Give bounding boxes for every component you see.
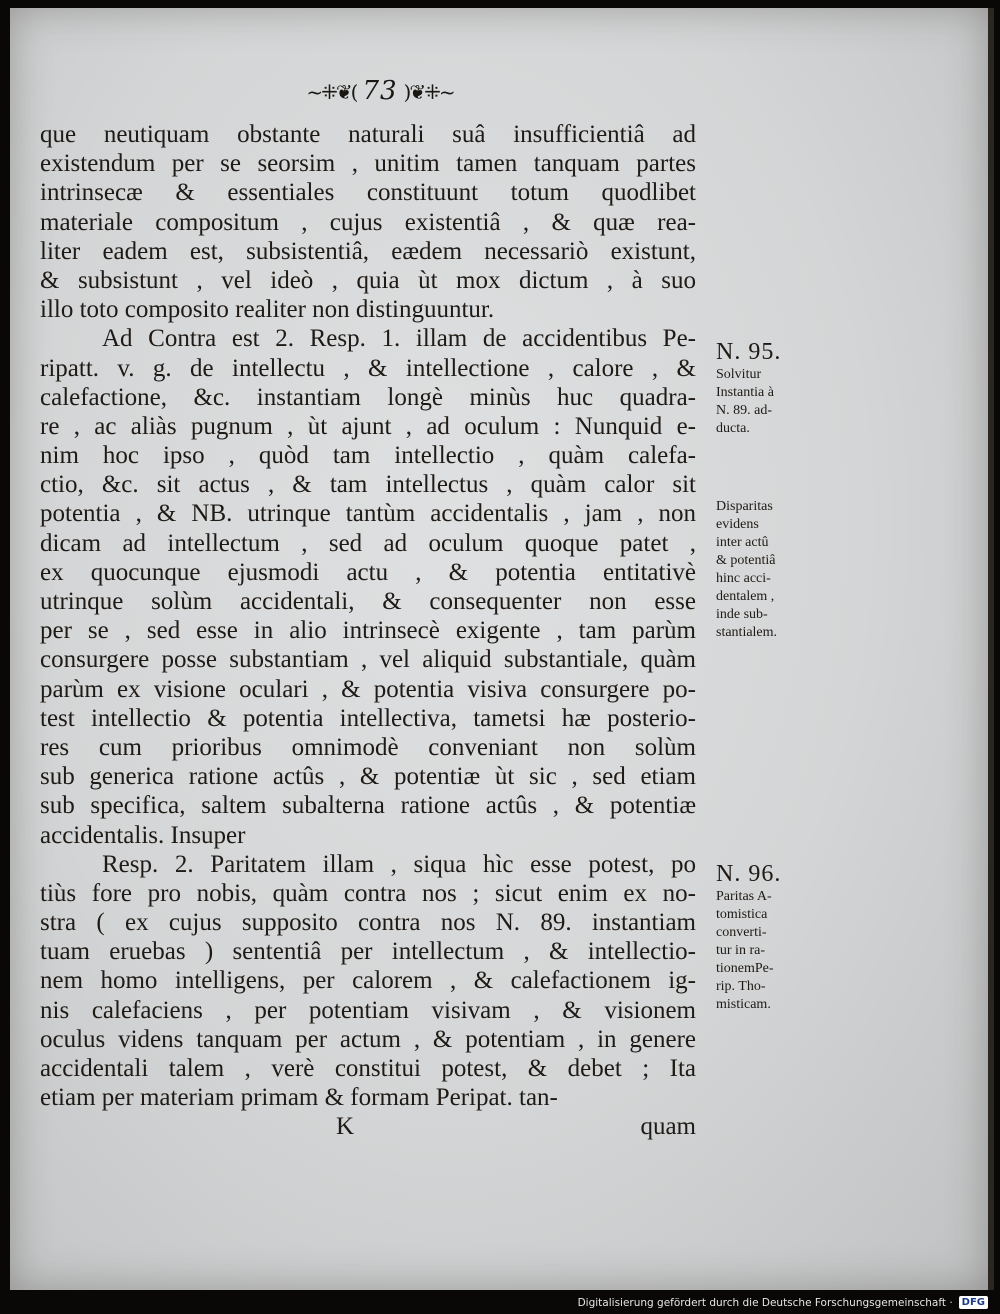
text-line: sub specifica, saltem subalterna ratione actûs , & potentiæ <box>40 792 696 820</box>
text-line: utrinque solùm accidentali, & consequenter non esse <box>40 588 696 615</box>
margin-note-line: tionemPe- <box>716 961 774 976</box>
margin-note-line: evidens <box>716 517 759 532</box>
text-line: potentia , & NB. utrinque tantùm accidentalis , jam , non <box>40 500 696 528</box>
dfg-logo: DFG <box>959 1296 988 1309</box>
margin-note-line: inde sub- <box>716 607 768 622</box>
text-line: accidentalis. Insuper <box>40 821 246 849</box>
text-line: re , ac aliàs pugnum , ùt ajunt , ad oculum : Nunquid e- <box>40 412 696 440</box>
page-number: 73 <box>362 76 398 106</box>
text-line: Resp. 2. Paritatem illam , siqua hìc esse potest, po <box>102 850 696 878</box>
credit-text: Digitalisierung gefördert durch die Deutsche Forschungsgemeinschaft · <box>577 1296 953 1309</box>
text-line: consurgere posse substantiam , vel aliquid substantiale, quàm <box>40 646 696 674</box>
text-line: oculus videns tanquam per actum , & potentiam , in genere <box>40 1025 696 1053</box>
margin-note-line: tur in ra- <box>716 943 765 958</box>
text-line: ctio, &c. sit actus , & tam intellectus , quàm calor sit <box>40 471 696 499</box>
margin-note-line: Solvitur <box>716 367 762 382</box>
text-line: tuam eruebas ) sententiâ per intellectum , & intellectio- <box>40 938 696 966</box>
margin-note-line: hinc acci- <box>716 571 771 586</box>
text-line: intrinsecæ & essentiales constituunt totum quodlibet <box>40 179 696 207</box>
text-line: ripatt. v. g. de intellectu , & intellectione , calore , & <box>40 354 696 382</box>
right-ornament: )❦⁜~ <box>403 80 454 104</box>
margin-note-line: ducta. <box>716 421 750 436</box>
text-line: nis calefaciens , per potentiam visivam , & visionem <box>40 996 696 1024</box>
text-line: nem homo intelligens, per calorem , & calefactionem ig- <box>40 967 696 995</box>
margin-note-heading: N. 95. <box>716 339 782 365</box>
main-text <box>40 120 696 1142</box>
text-line: materiale compositum , cujus existentiâ , & quæ rea- <box>40 208 696 236</box>
text-line: calefactione, &c. instantiam longè minùs huc quadra- <box>40 383 696 411</box>
margin-note-96 <box>716 860 802 1014</box>
text-line: etiam per materiam primam & formam Peripat. tan- <box>40 1084 558 1112</box>
text-line: per se , sed esse in alio intrinsecè exigente , tam parùm <box>40 617 696 645</box>
margin-note-line: tomistica <box>716 907 768 922</box>
text-line: res cum prioribus omnimodè conveniant non solùm <box>40 733 696 761</box>
margin-note-line: Paritas A- <box>716 889 772 904</box>
text-line: sub generica ratione actûs , & potentiæ ùt sic , sed etiam <box>40 763 696 791</box>
text-line: existendum per se seorsim , unitim tamen tanquam partes <box>40 150 696 178</box>
text-line: dicam ad intellectum , sed ad oculum quoque patet , <box>40 529 696 557</box>
text-line: parùm ex visione oculari , & potentia visiva consurgere po- <box>40 675 696 703</box>
text-line: tiùs fore pro nobis, quàm contra nos ; sicut enim ex no- <box>40 879 696 907</box>
margin-note-line: converti- <box>716 925 767 940</box>
left-ornament: ~⁜❦( <box>306 80 357 104</box>
margin-note-line: misticam. <box>716 997 771 1012</box>
text-line: test intellectio & potentia intellectiva, tametsi hæ posterio- <box>40 704 696 732</box>
signature-mark: K <box>336 1113 355 1141</box>
margin-note-line: Disparitas <box>716 499 773 514</box>
margin-note-line: dentalem , <box>716 589 775 604</box>
text-line: que neutiquam obstante naturali suâ insufficientiâ ad <box>40 121 696 148</box>
book-page <box>10 8 994 1290</box>
margin-note-line: Instantia à <box>716 385 774 400</box>
text-line: Ad Contra est 2. Resp. 1. illam de accidentibus Pe- <box>102 325 696 353</box>
text-line: accidentali talem , verè constitui potest, & debet ; Ita <box>40 1055 696 1082</box>
text-line: ex quocunque ejusmodi actu , & potentia entitativè <box>40 558 696 586</box>
digitization-credit <box>578 1296 988 1309</box>
page-header <box>10 76 750 106</box>
catchword: quam <box>640 1113 696 1141</box>
text-line: & subsistunt , vel ideò , quia ùt mox dictum , à suo <box>40 266 696 294</box>
text-line: stra ( ex cujus supposito contra nos N. 89. instantiam <box>40 909 696 937</box>
text-line: nim hoc ipso , quòd tam intellectio , quàm calefa- <box>40 442 696 470</box>
margin-note-line: rip. Tho- <box>716 979 766 994</box>
margin-note-line: & potentiâ <box>716 553 776 568</box>
margin-note-heading: N. 96. <box>716 861 782 887</box>
margin-note-line: inter actû <box>716 535 769 550</box>
signature-line <box>40 1112 696 1141</box>
margin-note-line: N. 89. ad- <box>716 403 772 418</box>
text-line: liter eadem est, subsistentiâ, eædem necessariò existunt, <box>40 237 696 265</box>
margin-note-disparitas <box>716 498 802 642</box>
margin-note-line: stantialem. <box>716 625 778 640</box>
text-line: illo toto composito realiter non distinguuntur. <box>40 296 495 324</box>
margin-note-95 <box>716 338 802 438</box>
